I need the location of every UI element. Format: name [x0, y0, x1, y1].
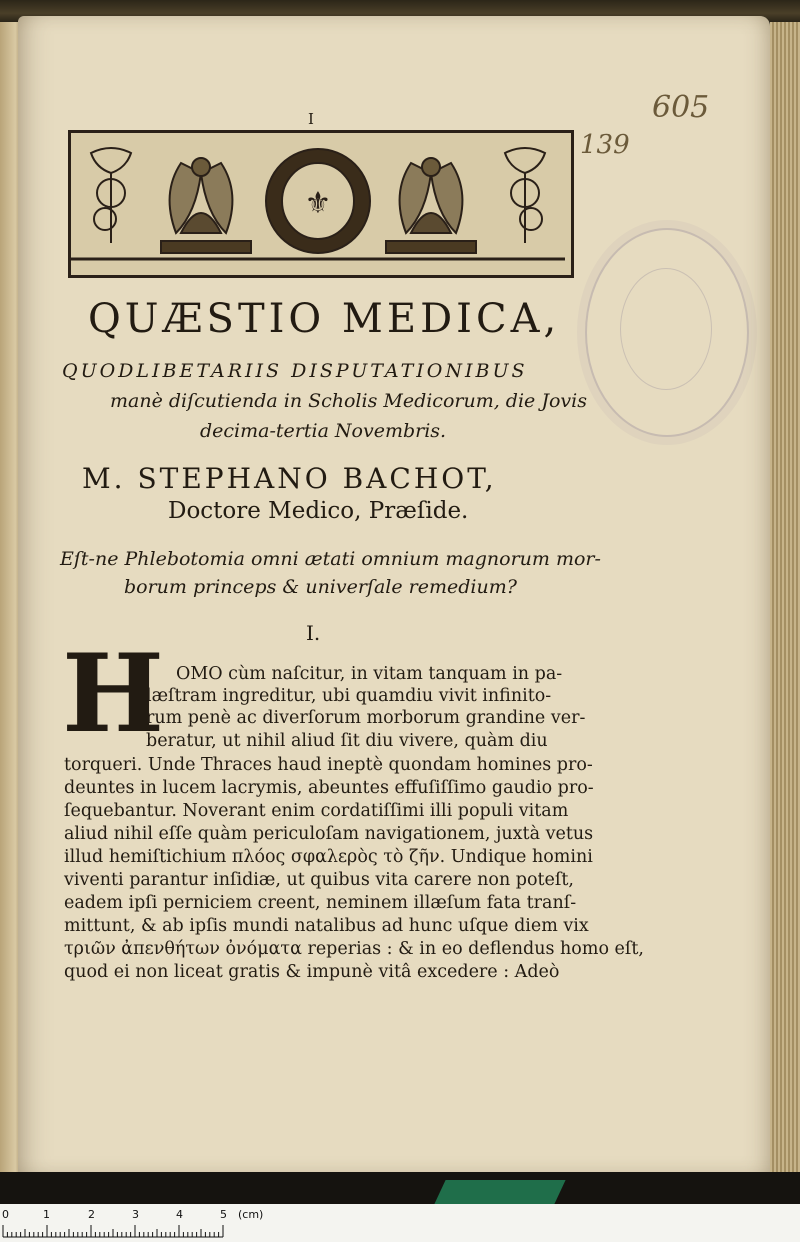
page-number: I	[308, 110, 314, 128]
body-line: OMO cùm naſcitur, in vitam tanquam in pa-	[176, 664, 563, 684]
ruler-label: 3	[132, 1208, 139, 1221]
body-line: beratur, ut nihil aliud ſit diu vivere, quàm diu	[146, 731, 548, 751]
ruler-label: 2	[88, 1208, 95, 1221]
body-line: mittunt, & ab ipſis mundi natalibus ad hunc uſque diem vix	[64, 916, 589, 936]
bottom-shadow	[0, 1172, 800, 1204]
body-line: eadem ipſi perniciem creent, neminem illæſum fata tranſ-	[64, 893, 577, 913]
body-line: torqueri. Unde Thraces haud ineptè quondam homines pro-	[64, 755, 593, 775]
drop-cap: H	[62, 631, 165, 757]
handwritten-folio: 605	[652, 90, 710, 125]
question-line-1: Eſt-ne Phlebotomia omni ætati omnium magnorum mor-	[60, 548, 601, 570]
presider-title: Doctore Medico, Præſide.	[168, 498, 469, 524]
ruler-ticks	[2, 1224, 232, 1238]
green-marker	[434, 1180, 565, 1204]
body-line: deuntes in lucem lacrymis, abeuntes effuſiſſimo gaudio pro-	[64, 778, 594, 798]
ornament-illustration	[71, 133, 565, 269]
ruler-label: 0	[2, 1208, 9, 1221]
document-title: QUÆSTIO MEDICA,	[88, 296, 561, 342]
scale-ruler	[0, 1204, 800, 1242]
ruler-label: 4	[176, 1208, 183, 1221]
body-line: τριῶν ἀπενθήτων ὀνόματα reperias : & in eo deflendus homo eſt,	[64, 939, 644, 959]
body-line: aliud nihil eſſe quàm periculoſam navigationem, juxtà vetus	[64, 824, 594, 844]
library-stamp-center	[620, 268, 712, 390]
body-line: ſequebantur. Noverant enim cordatiſſimi illi populi vitam	[64, 801, 569, 821]
presider-name: M. STEPHANO BACHOT,	[82, 462, 497, 495]
section-numeral: I.	[306, 621, 321, 645]
body-line: illud hemiſtichium πλόος σφαλερὸς τὸ ζῆν. Undique homini	[64, 847, 593, 867]
handwritten-number: 139	[580, 130, 630, 160]
body-line: viventi parantur inſidiæ, ut quibus vita carere non poteſt,	[64, 870, 574, 890]
question-line-2: borum princeps & univerſale remedium?	[124, 576, 517, 598]
body-line: læſtram ingreditur, ubi quamdiu vivit infinito-	[146, 686, 552, 706]
ornament-headpiece	[68, 130, 574, 278]
page-edges	[770, 22, 800, 1172]
svg-text:⚜: ⚜	[304, 186, 332, 221]
subtitle-line-3: decima-tertia Novembris.	[200, 420, 447, 442]
ruler-unit: (cm)	[238, 1208, 264, 1221]
subtitle-line-2: manè diſcutienda in Scholis Medicorum, die Jovis	[110, 390, 587, 412]
subtitle-line-1: QUODLIBETARIIS DISPUTATIONIBUS	[62, 360, 528, 382]
body-line: rum penè ac diverſorum morborum grandine ver-	[146, 708, 586, 728]
body-line: quod ei non liceat gratis & impunè vitâ excedere : Adeò	[64, 962, 560, 982]
ruler-label: 5	[220, 1208, 227, 1221]
ruler-label: 1	[43, 1208, 50, 1221]
